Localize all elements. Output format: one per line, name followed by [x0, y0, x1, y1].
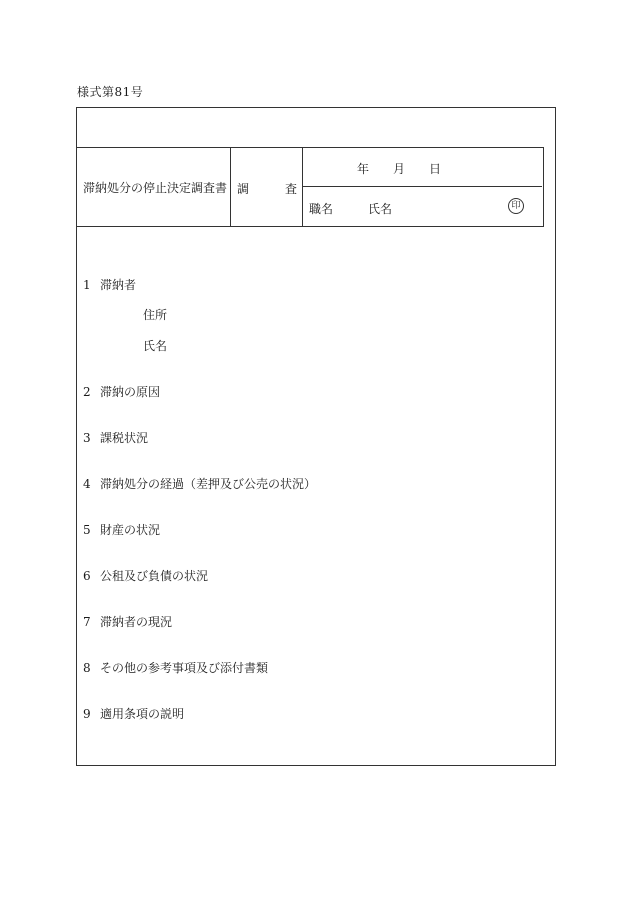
item-taxation[interactable]	[83, 429, 148, 446]
item-number: 4	[83, 477, 91, 491]
year-label: 年	[357, 162, 370, 176]
item-number: 3	[83, 431, 91, 445]
item-number: 2	[83, 385, 91, 399]
investigation-char-2: 査	[285, 182, 298, 196]
item-debts[interactable]	[83, 567, 208, 584]
item-applicable-provisions[interactable]	[83, 705, 184, 722]
month-label: 月	[393, 162, 406, 176]
item-references[interactable]	[83, 659, 268, 676]
item-label: 滞納の原因	[100, 385, 161, 399]
item-number: 6	[83, 569, 91, 583]
item-label: 公租及び負債の状況	[100, 569, 209, 583]
item-number: 5	[83, 523, 91, 537]
item-label: 課税状況	[100, 431, 149, 445]
item-number: 8	[83, 661, 91, 675]
delinquent-name-label: 氏名	[143, 339, 168, 353]
document-title: 滞納処分の停止決定調査書	[77, 148, 231, 226]
officer-name-label: 氏名	[368, 202, 393, 216]
form-number: 様式第81号	[77, 85, 144, 99]
item-property[interactable]	[83, 521, 160, 538]
item-label: その他の参考事項及び添付書類	[100, 661, 269, 675]
items-list	[77, 108, 555, 765]
item-number: 7	[83, 615, 91, 629]
item-current-status[interactable]	[83, 613, 172, 630]
item-delinquent[interactable]	[83, 276, 136, 293]
item-label: 滞納者	[100, 278, 137, 292]
item-cause[interactable]	[83, 383, 160, 400]
form-frame	[76, 107, 556, 766]
item-label: 適用条項の説明	[100, 707, 185, 721]
day-label: 日	[429, 162, 442, 176]
seal-icon: 印	[508, 198, 524, 214]
investigation-char-1: 調	[237, 182, 250, 196]
item-number: 9	[83, 707, 91, 721]
delinquent-address-label: 住所	[143, 308, 168, 322]
item-label: 滞納者の現況	[100, 615, 173, 629]
item-label: 滞納処分の経過（差押及び公売の状況）	[100, 477, 317, 491]
item-progress[interactable]	[83, 475, 316, 492]
item-label: 財産の状況	[100, 523, 161, 537]
job-title-label: 職名	[309, 202, 334, 216]
item-number: 1	[83, 278, 91, 292]
